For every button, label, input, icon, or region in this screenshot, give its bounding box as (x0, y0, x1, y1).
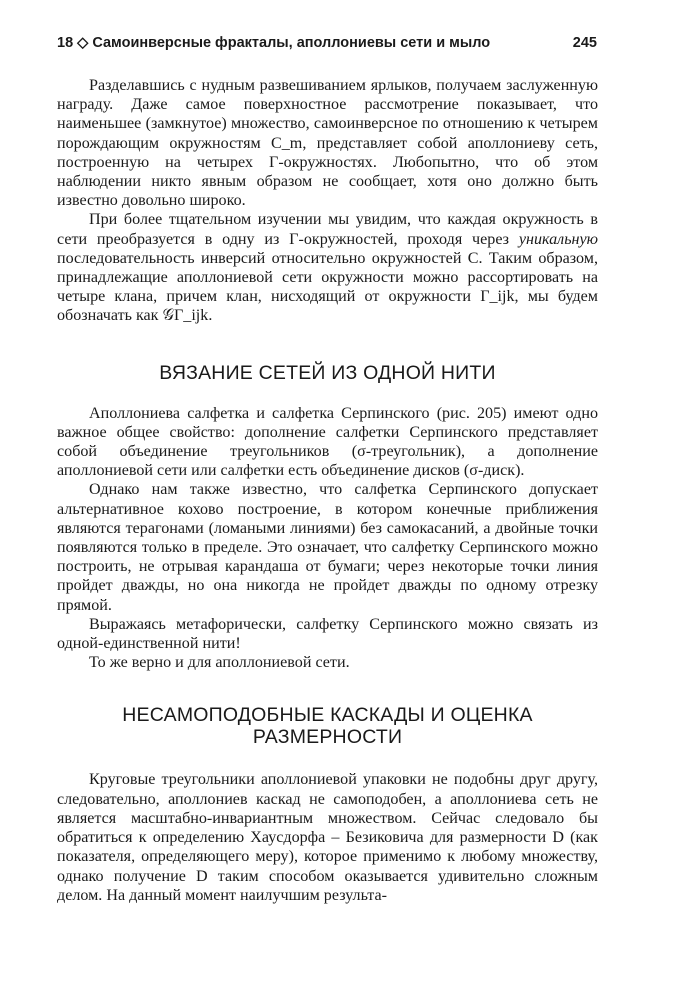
section1-paragraph-2: Однако нам также известно, что салфетка Серпинского допускает альтернативное кохово построение, в котором конечные приближения являются терагонами (ломаными линиями) без самокасаний, а двойные точки появляются только в пределе. Это означает, что салфетку Серпинского можно построить, не отрывая карандаша от бумаги; через некоторые точки линия пройдет дважды, но она никогда не пройдет дважды по одному отрезку прямой. (57, 481, 598, 614)
chapter-title: 18 ◇ Самоинверсные фракталы, аполлониевы сети и мыло (57, 35, 491, 51)
section-heading-cascades (57, 704, 598, 748)
intro-p2-start: При более тщательном изучении мы увидим, что каждая окружность в сети преобразуется в одну из Γ-окружностей, проходя через (57, 211, 598, 248)
section-heading-knitting: ВЯЗАНИЕ СЕТЕЙ ИЗ ОДНОЙ НИТИ (159, 361, 496, 384)
section2-paragraph-1: Круговые треугольники аполлониевой упаковки не подобны друг другу, следовательно, аполлониев каскад не самоподобен, а аполлониева сеть не является масштабно-инвариантным множеством. Сейчас следовало бы обратиться к определению Хаусдорфа – Безиковича для размерности D (как показателя, определяющего меру), которое применимо к любому множеству, однако получение D таким способом оказывается удивительно сложным делом. На данный момент наилучшим результа- (57, 771, 598, 904)
section2-title-line2: РАЗМЕРНОСТИ (252, 726, 403, 749)
page-number: 245 (572, 35, 597, 51)
intro-p2-italic: уникальную (518, 230, 598, 248)
text-body (57, 76, 598, 905)
section1-paragraph-1: Аполлониева салфетка и салфетка Серпинского (рис. 205) имеют одно важное общее свойство: дополнение салфетки Серпинского представляет собой объединение треугольников (σ-треугольник), а дополнение аполлониевой сети или салфетки есть объединение дисков (σ-диск). (57, 404, 598, 480)
section1-paragraph-4: То же верно и для аполлониевой сети. (89, 654, 350, 672)
section2-title-line1: НЕСАМОПОДОБНЫЕ КАСКАДЫ И ОЦЕНКА (122, 704, 533, 727)
intro-paragraph-1: Разделавшись с нудным развешиванием ярлыков, получаем заслуженную награду. Даже самое поверхностное рассмотрение показывает, что наименьшее (замкнутое) множество, самоинверсное по отношению к четырем порождающим окружностям C_m, представляет собой аполлониеву сеть, построенную на четырех Γ-окружностях. Любопытно, что об этом наблюдении никто явным образом не сообщает, хотя оно должно быть известно довольно широко. (57, 77, 598, 210)
section1-paragraph-3: Выражаясь метафорически, салфетку Серпинского можно связать из одной-единственной нити! (57, 615, 598, 653)
intro-p2-end: последовательность инверсий относительно окружностей C. Таким образом, принадлежащие аполлониевой сети окружности можно рассортировать на четыре клана, причем клан, нисходящий от окружности Γ_ijk, мы будем обозначать как 𝒢Γ_ijk. (57, 249, 598, 325)
intro-paragraph-2 (57, 210, 598, 325)
running-head (57, 35, 597, 55)
